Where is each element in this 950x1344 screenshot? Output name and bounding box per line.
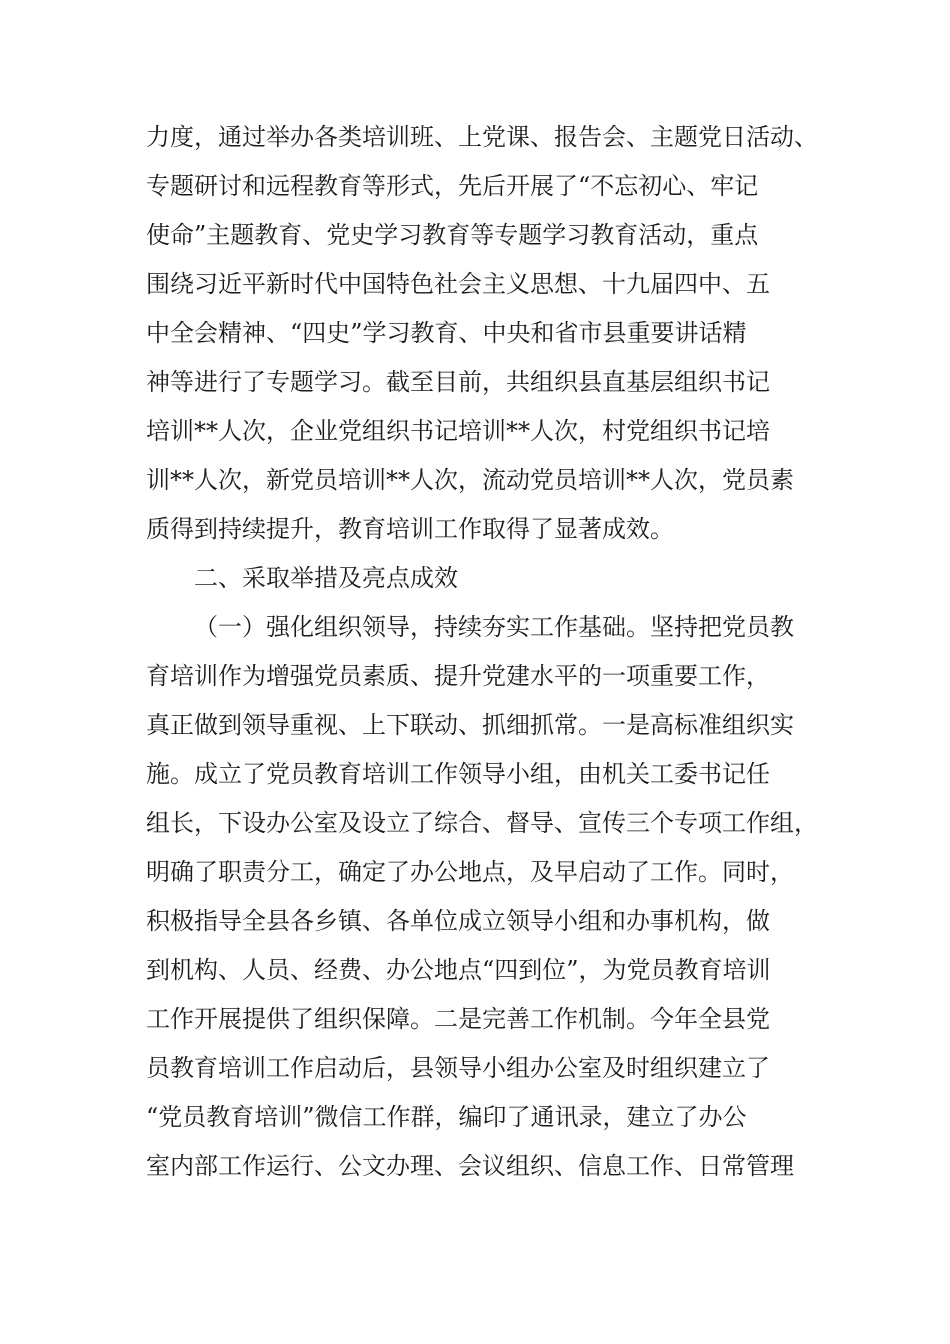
text-line: 培训**人次，企业党组织书记培训**人次，村党组织书记培 [146, 417, 770, 445]
text-line: 力度，通过举办各类培训班、上党课、报告会、主题党日活动、 [146, 123, 818, 151]
text-line: 员教育培训工作启动后，县领导小组办公室及时组织建立了 [146, 1054, 770, 1082]
text-line: 育培训作为增强党员素质、提升党建水平的一项重要工作， [146, 662, 770, 690]
text-line: 到机构、人员、经费、办公地点“四到位”，为党员教育培训 [146, 956, 771, 984]
text-line: 训**人次，新党员培训**人次，流动党员培训**人次，党员素 [146, 466, 794, 494]
text-line: 专题研讨和远程教育等形式，先后开展了“不忘初心、牢记 [146, 172, 759, 200]
text-line: 中全会精神、“四史”学习教育、中央和省市县重要讲话精 [146, 319, 747, 347]
text-line: “党员教育培训”微信工作群，编印了通讯录，建立了办公 [146, 1103, 747, 1131]
text-line: 室内部工作运行、公文办理、会议组织、信息工作、日常管理 [146, 1152, 794, 1180]
text-line: 围绕习近平新时代中国特色社会主义思想、十九届四中、五 [146, 270, 770, 298]
text-line: 施。成立了党员教育培训工作领导小组，由机关工委书记任 [146, 760, 770, 788]
text-line: 真正做到领导重视、上下联动、抓细抓常。一是高标准组织实 [146, 711, 794, 739]
section-heading: 二、采取举措及亮点成效 [194, 564, 458, 592]
text-line: 工作开展提供了组织保障。二是完善工作机制。今年全县党 [146, 1005, 770, 1033]
text-line: 组长，下设办公室及设立了综合、督导、宣传三个专项工作组， [146, 809, 818, 837]
text-line: 神等进行了专题学习。截至目前，共组织县直基层组织书记 [146, 368, 770, 396]
text-line: 积极指导全县各乡镇、各单位成立领导小组和办事机构，做 [146, 907, 770, 935]
text-line: 使命”主题教育、党史学习教育等专题学习教育活动，重点 [146, 221, 759, 249]
text-line: 明确了职责分工，确定了办公地点，及早启动了工作。同时， [146, 858, 794, 886]
text-line: 质得到持续提升，教育培训工作取得了显著成效。 [146, 515, 674, 543]
paragraph-start-line: （一）强化组织领导，持续夯实工作基础。坚持把党员教 [194, 613, 794, 641]
body-text [146, 113, 826, 1191]
